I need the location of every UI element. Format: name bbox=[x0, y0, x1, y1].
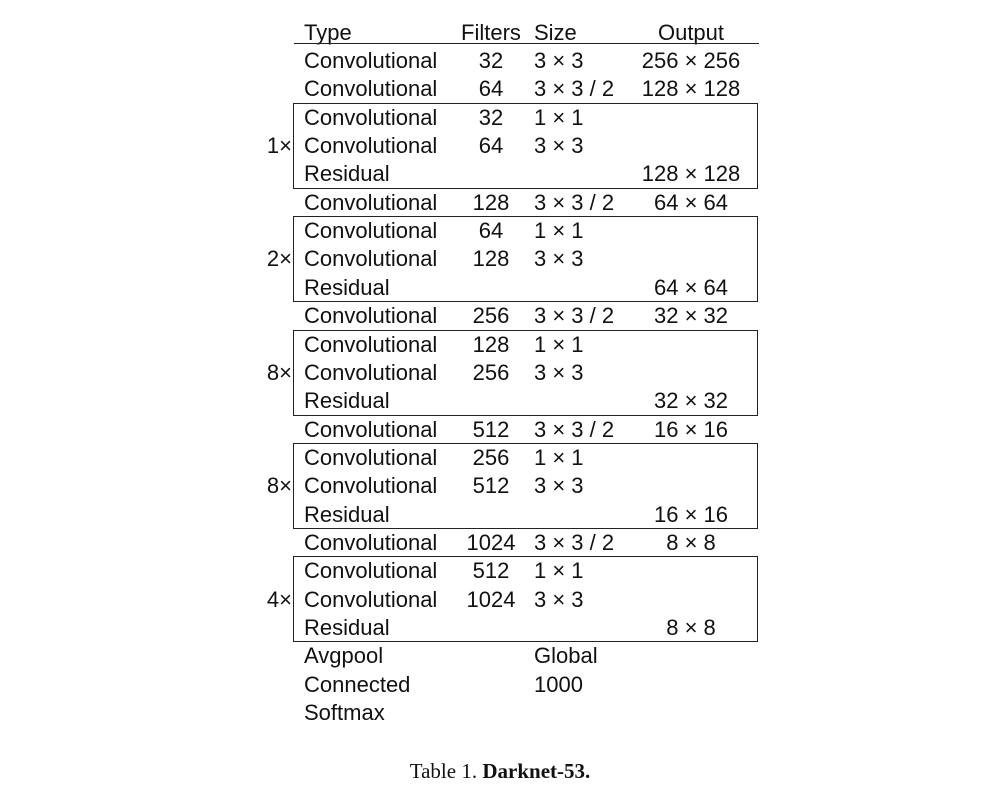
row-type: Convolutional bbox=[304, 76, 438, 101]
row-filters bbox=[458, 699, 524, 727]
row-output: 64 × 64 bbox=[653, 275, 728, 300]
row-size: 3 × 3 bbox=[534, 48, 584, 73]
row-type: Convolutional bbox=[304, 473, 438, 498]
row-type: Convolutional bbox=[304, 303, 438, 328]
row-size: 3 × 3 bbox=[534, 246, 584, 271]
row-type: Residual bbox=[304, 615, 390, 640]
row-type: Convolutional bbox=[304, 246, 438, 271]
row-size: 3 × 3 bbox=[534, 587, 584, 612]
row-type: Connected bbox=[304, 672, 411, 697]
row-type: Convolutional bbox=[304, 417, 438, 442]
row-type: Convolutional bbox=[304, 587, 438, 612]
row-output bbox=[624, 671, 758, 699]
table-caption bbox=[0, 759, 1000, 784]
row-filters bbox=[458, 642, 524, 670]
row-output bbox=[624, 699, 758, 727]
row-output: 256 × 256 bbox=[641, 48, 741, 73]
row-size: 1000 bbox=[534, 672, 583, 697]
row-output: 8 × 8 bbox=[666, 615, 716, 640]
row-filters: 64 bbox=[478, 133, 504, 158]
row-type: Convolutional bbox=[304, 332, 438, 357]
row-filters: 64 bbox=[478, 76, 504, 101]
row-type: Convolutional bbox=[304, 133, 438, 158]
header-filters: Filters bbox=[461, 20, 521, 45]
row-type: Convolutional bbox=[304, 558, 438, 583]
row-type: Residual bbox=[304, 161, 390, 186]
row-type: Convolutional bbox=[304, 190, 438, 215]
row-output: 32 × 32 bbox=[653, 303, 728, 328]
row-filters: 32 bbox=[478, 105, 504, 130]
row-filters: 1024 bbox=[466, 587, 516, 612]
header-size: Size bbox=[534, 20, 577, 45]
row-filters: 1024 bbox=[466, 530, 516, 555]
row-size: 1 × 1 bbox=[534, 445, 584, 470]
row-output bbox=[624, 642, 758, 670]
row-size: 3 × 3 / 2 bbox=[534, 303, 615, 328]
row-type: Convolutional bbox=[304, 48, 438, 73]
row-filters: 256 bbox=[472, 303, 510, 328]
row-size: 3 × 3 / 2 bbox=[534, 190, 615, 215]
row-size: 1 × 1 bbox=[534, 558, 584, 583]
row-output: 128 × 128 bbox=[641, 161, 741, 186]
row-output: 128 × 128 bbox=[641, 76, 741, 101]
row-filters: 128 bbox=[472, 246, 510, 271]
row-filters: 128 bbox=[472, 190, 510, 215]
row-size: Global bbox=[534, 643, 598, 668]
residual-block-box bbox=[293, 556, 758, 642]
row-size: 3 × 3 bbox=[534, 360, 584, 385]
residual-block-box bbox=[293, 443, 758, 529]
residual-block-box bbox=[293, 330, 758, 416]
row-size: 3 × 3 bbox=[534, 473, 584, 498]
row-filters: 32 bbox=[478, 48, 504, 73]
row-type: Residual bbox=[304, 275, 390, 300]
row-type: Convolutional bbox=[304, 360, 438, 385]
row-size: 3 × 3 / 2 bbox=[534, 76, 615, 101]
row-size: 3 × 3 bbox=[534, 133, 584, 158]
row-filters: 64 bbox=[478, 218, 504, 243]
block-repeat-count: 8× bbox=[266, 473, 292, 498]
row-filters: 512 bbox=[472, 473, 510, 498]
caption-title: Darknet-53. bbox=[482, 759, 591, 783]
row-filters: 512 bbox=[472, 558, 510, 583]
row-type: Convolutional bbox=[304, 105, 438, 130]
row-output: 16 × 16 bbox=[653, 417, 728, 442]
row-type: Avgpool bbox=[304, 643, 384, 668]
header-rule bbox=[294, 43, 759, 44]
row-filters: 256 bbox=[472, 445, 510, 470]
row-size: 3 × 3 / 2 bbox=[534, 417, 615, 442]
header-type: Type bbox=[304, 20, 352, 45]
block-repeat-count: 1× bbox=[266, 133, 292, 158]
row-size: 1 × 1 bbox=[534, 105, 584, 130]
residual-block-box bbox=[293, 103, 758, 189]
row-type: Convolutional bbox=[304, 218, 438, 243]
row-output: 64 × 64 bbox=[653, 190, 728, 215]
row-output: 16 × 16 bbox=[653, 502, 728, 527]
block-repeat-count: 8× bbox=[266, 360, 292, 385]
row-filters: 512 bbox=[472, 417, 510, 442]
header-output: Output bbox=[657, 20, 725, 45]
row-size: 1 × 1 bbox=[534, 218, 584, 243]
row-type: Convolutional bbox=[304, 445, 438, 470]
row-size: 3 × 3 / 2 bbox=[534, 530, 615, 555]
residual-block-box bbox=[293, 216, 758, 302]
block-repeat-count: 4× bbox=[266, 587, 292, 612]
row-filters bbox=[458, 671, 524, 699]
caption-prefix: Table 1. bbox=[409, 759, 478, 783]
row-filters: 256 bbox=[472, 360, 510, 385]
row-output: 8 × 8 bbox=[666, 530, 716, 555]
row-type: Softmax bbox=[304, 700, 385, 725]
row-size: 1 × 1 bbox=[534, 332, 584, 357]
row-output: 32 × 32 bbox=[653, 388, 728, 413]
row-type: Residual bbox=[304, 388, 390, 413]
row-filters: 128 bbox=[472, 332, 510, 357]
row-type: Residual bbox=[304, 502, 390, 527]
row-type: Convolutional bbox=[304, 530, 438, 555]
block-repeat-count: 2× bbox=[266, 246, 292, 271]
